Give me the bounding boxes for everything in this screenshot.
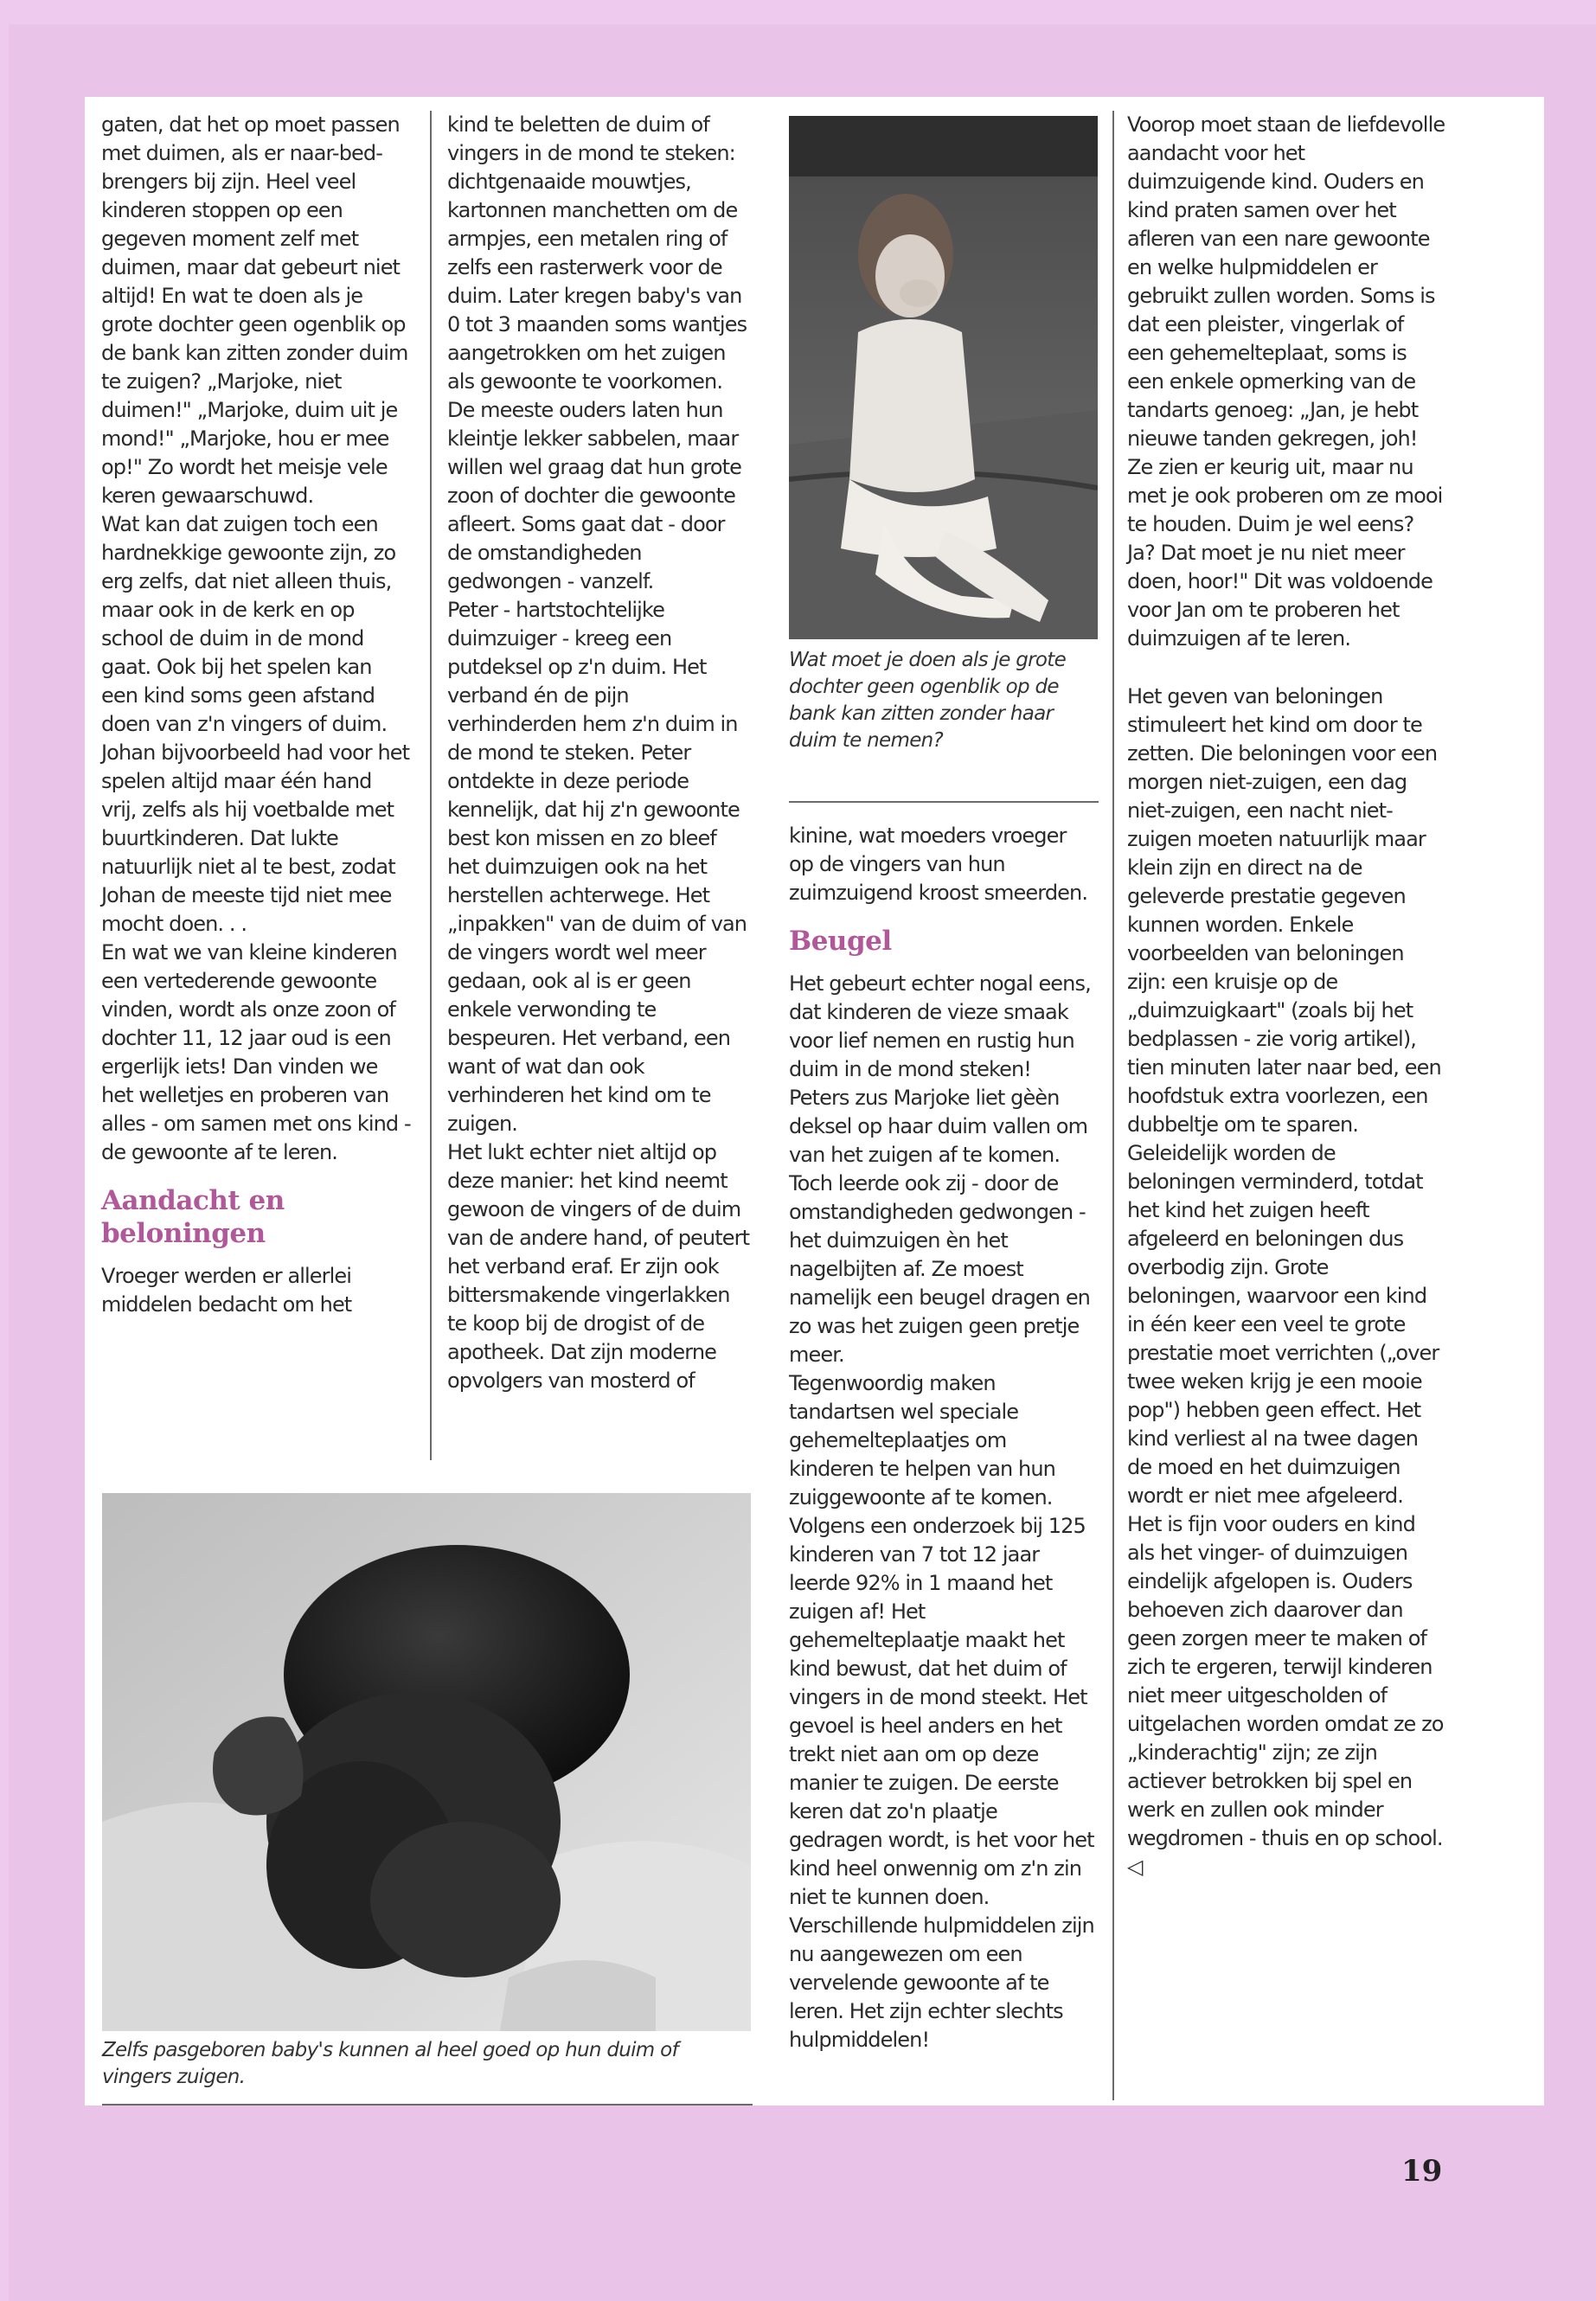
baby-photo-caption: Zelfs pasgeboren baby's kunnen al heel goed op hun duim of vingers zuigen.: [102, 2039, 678, 2088]
caption-rule: [102, 2104, 753, 2106]
paragraph: gaten, dat het op moet passen met duimen, als er naar-bed-brengers bij zijn. Heel veel kinderen stoppen op een gegeven moment zelf met duimen, maar dat gebeurt niet altijd! En wat te doen als je grote dochter geen ogenblik op de bank kan zitten zonder duim te zuigen? „Marjoke, niet duimen!" „Marjoke, duim uit je mond!" „Marjoke, hou er mee op!" Zo wordt het meisje vele keren gewaarschuwd.: [101, 112, 408, 508]
section-heading-aandacht: Aandacht en beloningen: [101, 1185, 285, 1249]
column-divider: [430, 111, 432, 1460]
text-column-2: [447, 111, 752, 1395]
paragraph: Tegenwoordig maken tandartsen wel speciale gehemelteplaatjes om kinderen te helpen van hun zuiggewoonte af te komen. Volgens een onderzoek bij 125 kinderen van 7 tot 12 jaar leerde 92% in 1 maand het zuigen af! Het gehemelteplaatje maakt het kind bewust, dat het duim of vingers in de mond steekt. Het gevoel is heel anders en het trekt niet aan om op deze manier te zuigen. De eerste keren dat zo'n plaatje gedragen wordt, is het voor het kind heel onwennig om z'n zin niet te kunnen doen. Verschillende hulpmiddelen zijn nu aangewezen om een vervelende gewoonte af te leren. Het zijn echter slechts hulpmiddelen!: [789, 1371, 1094, 2052]
page-number: 19: [1401, 2154, 1443, 2189]
text-column-1: [101, 111, 411, 1319]
baby-photo: [102, 1493, 751, 2031]
paragraph: Het is fijn voor ouders en kind als het vinger- of duimzuigen eindelijk afgelopen is. Ouders behoeven zich daarover dan geen zorgen meer te maken of zich te ergeren, terwijl kinderen niet meer uitgescholden of uitgelachen worden omdat ze zo „kinderachtig" zijn; ze zijn actiever betrokken bij spel en werk en zullen ook minder wegdromen - thuis en op school. ◁: [1127, 1512, 1444, 1879]
paragraph: Het geven van beloningen stimuleert het kind om door te zetten. Die beloningen voor een morgen niet-zuigen, een dag niet-zuigen, een nacht niet-zuigen moeten natuurlijk maar klein zijn en direct na de geleverde prestatie gegeven kunnen worden. Enkele voorbeelden van beloningen zijn: een kruisje op de „duimzuigkaart" (zoals bij het bedplassen - zie vorig artikel), tien minuten later naar bed, een hoofdstuk extra voorlezen, een dubbeltje om te sparen.: [1127, 684, 1441, 1137]
paragraph: Wat kan dat zuigen toch een hardnekkige gewoonte zijn, zo erg zelfs, dat niet alleen thuis, maar ook in de kerk en op school de duim in de mond gaat. Ook bij het spelen kan een kind soms geen afstand doen van z'n vingers of duim. Johan bijvoorbeeld had voor het spelen altijd maar één hand vrij, zelfs als hij voetbalde met buurtkinderen. Dat lukte natuurlijk niet al te best, zodat Johan de meeste tijd niet mee mocht doen. . .: [101, 512, 410, 936]
girl-photo-caption: Wat moet je doen als je grote dochter geen ogenblik op de bank kan zitten zonder haar duim te nemen?: [789, 649, 1067, 752]
section-heading-beugel: Beugel: [789, 926, 892, 957]
girl-on-couch-photo: [789, 116, 1098, 639]
paragraph: kind te beletten de duim of vingers in de mond te steken: dichtgenaaide mouwtjes, kartonnen manchetten om de armpjes, een metalen ring of zelfs een rasterwerk voor de duim. Later kregen baby's van 0 tot 3 maanden soms wantjes aangetrokken om het zuigen als gewoonte te voorkomen. De meeste ouders laten hun kleintje lekker sabbelen, maar willen wel graag dat hun grote zoon of dochter die gewoonte afleert. Soms gaat dat - door de omstandigheden gedwongen - vanzelf.: [447, 112, 747, 593]
paragraph: Voorop moet staan de liefdevolle aandacht voor het duimzuigende kind. Ouders en kind praten samen over het afleren van een nare gewoonte en welke hulpmiddelen er gebruikt zullen worden. Soms is dat een pleister, vingerlak of een gehemelteplaat, soms is een enkele opmerking van de tandarts genoeg: „Jan, je hebt nieuwe tanden gekregen, joh! Ze zien er keurig uit, maar nu met je ook proberen om ze mooi te houden. Duim je wel eens? Ja? Dat moet je nu niet meer doen, hoor!" Dit was voldoende voor Jan om te proberen het duimzuigen af te leren.: [1127, 112, 1445, 651]
text-column-4: [1127, 111, 1445, 1881]
paragraph: Vroeger werden er allerlei middelen bedacht om het: [101, 1264, 352, 1317]
paragraph: Peter - hartstochtelijke duimzuiger - kreeg een putdeksel op z'n duim. Het verband én de pijn verhinderden hem z'n duim in de mond te steken. Peter ontdekte in deze periode kennelijk, dat hij z'n gewoonte best kon missen en zo bleef het duimzuigen ook na het herstellen achterwege. Het „inpakken" van de duim of van de vingers wordt wel meer gedaan, ook al is er geen enkele verwonding te bespeuren. Het verband, een want of wat dan ook verhinderen het kind om te zuigen.: [447, 598, 747, 1136]
text-column-3: [789, 822, 1096, 2054]
paragraph: Geleidelijk worden de beloningen verminderd, totdat het kind het zuigen heeft afgeleerd en beloningen dus overbodig zijn. Grote beloningen, waarvoor een kind in één keer een veel te grote prestatie moet verrichten („over twee weken krijg je een mooie pop") hebben geen effect. Het kind verliest al na twee dagen de moed en het duimzuigen wordt er niet mee afgeleerd.: [1127, 1141, 1439, 1508]
paragraph: Het gebeurt echter nogal eens, dat kinderen de vieze smaak voor lief nemen en rustig hun duim in de mond steken! Peters zus Marjoke liet gèèn deksel op haar duim vallen om van het zuigen af te komen. Toch leerde ook zij - door de omstandigheden gedwongen - het duimzuigen èn het nagelbijten af. Ze moest namelijk een beugel dragen en zo was het zuigen geen pretje meer.: [789, 971, 1091, 1367]
column-divider: [1112, 111, 1114, 2100]
paragraph: kinine, wat moeders vroeger op de vingers van hun zuimzuigend kroost smeerden.: [789, 824, 1088, 905]
paragraph: Het lukt echter niet altijd op deze manier: het kind neemt gewoon de vingers of de duim van de andere hand, of peutert het verband eraf. Er zijn ook bittersmakende vingerlakken te koop bij de drogist of de apotheek. Dat zijn moderne opvolgers van mosterd of: [447, 1140, 750, 1393]
caption-rule: [789, 801, 1099, 803]
paragraph: En wat we van kleine kinderen een vertederende gewoonte vinden, wordt als onze zoon of dochter 11, 12 jaar oud is een ergerlijk iets! Dan vinden we het welletjes en proberen van alles - om samen met ons kind - de gewoonte af te leren.: [101, 940, 411, 1164]
